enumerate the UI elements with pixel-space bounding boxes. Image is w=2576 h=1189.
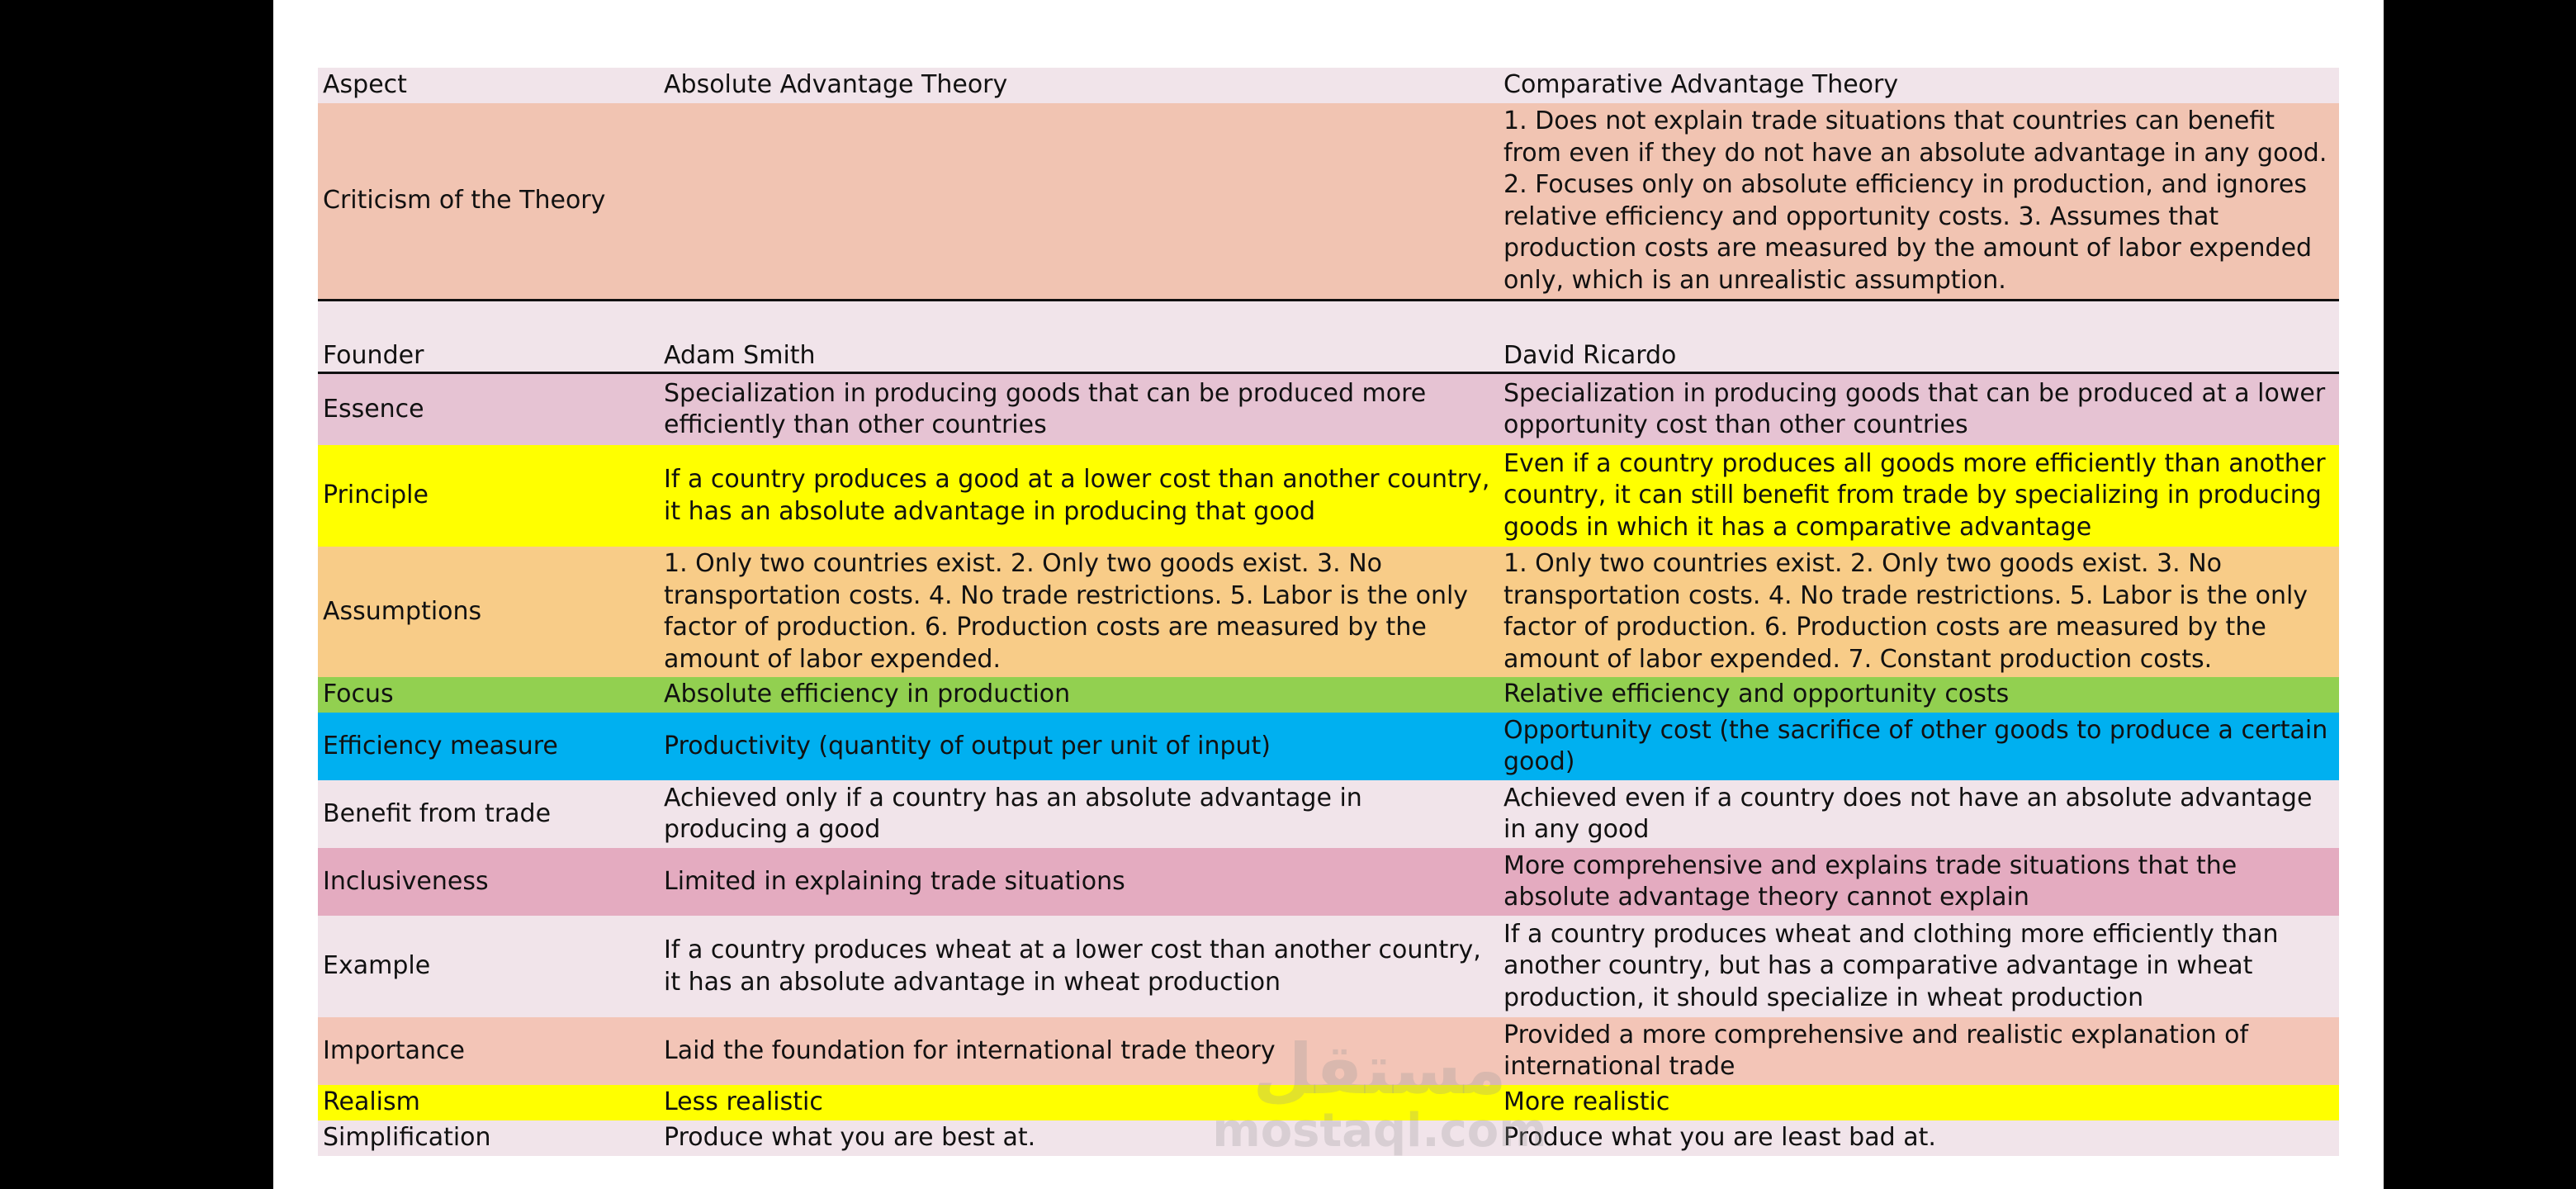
comparative-advantage-cell: Even if a country produces all goods more efficiently than another country, it can still benefit from trade by specializing in producing goods in which it has a comparative advantage <box>1503 448 2326 542</box>
watermark-latin: mostaql.com <box>1212 1104 1547 1158</box>
table-row <box>318 103 2339 301</box>
aspect-cell: Realism <box>323 1087 420 1117</box>
aspect-cell: Aspect <box>323 70 407 100</box>
aspect-cell: Essence <box>323 394 424 424</box>
comparative-advantage-cell: More realistic <box>1503 1087 1670 1117</box>
absolute-advantage-cell: Absolute Advantage Theory <box>664 70 1008 100</box>
absolute-advantage-cell: Limited in explaining trade situations <box>664 866 1125 896</box>
absolute-advantage-cell: Achieved only if a country has an absolute advantage in producing a good <box>664 783 1362 844</box>
aspect-cell: Focus <box>323 680 394 709</box>
watermark-logo <box>1132 1029 1627 1158</box>
absolute-advantage-cell: Less realistic <box>664 1087 823 1117</box>
comparative-advantage-cell: Produce what you are least bad at. <box>1503 1123 1936 1153</box>
comparative-advantage-cell: More comprehensive and explains trade situations that the absolute advantage theory cannot explain <box>1503 850 2237 912</box>
table-row <box>318 445 2339 547</box>
aspect-cell: Criticism of the Theory <box>323 186 606 216</box>
absolute-advantage-cell: Specialization in producing goods that can be produced more efficiently than other countries <box>664 378 1427 439</box>
table-row <box>318 301 2339 340</box>
comparative-advantage-cell: Relative efficiency and opportunity costs <box>1503 680 2010 709</box>
table-row <box>318 677 2339 713</box>
aspect-cell: Founder <box>323 340 424 370</box>
absolute-advantage-cell: Absolute efficiency in production <box>664 680 1071 709</box>
table-row <box>318 68 2339 103</box>
aspect-cell: Importance <box>323 1035 465 1065</box>
aspect-cell: Assumptions <box>323 596 482 626</box>
comparative-advantage-cell: 1. Only two countries exist. 2. Only two goods exist. 3. No transportation costs. 4. No trade restrictions. 5. Labor is the only factor of production. 6. Production costs are measured by the amount of labor expended. 7. Constant production costs. <box>1503 549 2308 674</box>
absolute-advantage-cell: If a country produces a good at a lower cost than another country, it has an absolute advantage in producing that good <box>664 465 1490 526</box>
table-row <box>318 547 2339 677</box>
comparative-advantage-cell: David Ricardo <box>1503 340 1677 370</box>
aspect-cell: Efficiency measure <box>323 731 558 760</box>
absolute-advantage-cell: Produce what you are best at. <box>664 1123 1036 1153</box>
aspect-cell: Example <box>323 951 431 981</box>
watermark-arabic: مستقل <box>1252 1029 1507 1110</box>
comparison-table <box>318 68 2339 1156</box>
table-row <box>318 340 2339 374</box>
comparative-advantage-cell: 1. Does not explain trade situations that countries can benefit from even if they do not have an absolute advantage in any good. 2. Focuses only on absolute efficiency in production, and ignores relative efficiency and opportunity costs. 3. Assumes that production costs are measured by the amount of labor expended only, which is an unrealistic assumption. <box>1503 107 2327 295</box>
table-row <box>318 780 2339 848</box>
comparative-advantage-cell: Provided a more comprehensive and realistic explanation of international trade <box>1503 1020 2249 1081</box>
comparative-advantage-cell: Opportunity cost (the sacrifice of other goods to produce a certain good) <box>1503 715 2328 776</box>
comparative-advantage-cell: Achieved even if a country does not have an absolute advantage in any good <box>1503 783 2313 844</box>
comparative-advantage-cell: If a country produces wheat and clothing more efficiently than another country, but has a comparative advantage in wheat production, it should specialize in wheat production <box>1503 919 2279 1012</box>
aspect-cell: Principle <box>323 481 429 510</box>
aspect-cell: Benefit from trade <box>323 798 552 828</box>
absolute-advantage-cell: 1. Only two countries exist. 2. Only two goods exist. 3. No transportation costs. 4. No trade restrictions. 5. Labor is the only factor of production. 6. Production costs are measured by the amount of labor expended. <box>664 549 1469 674</box>
comparative-advantage-cell: Comparative Advantage Theory <box>1503 70 1899 100</box>
table-row <box>318 374 2339 445</box>
aspect-cell: Simplification <box>323 1123 491 1153</box>
comparative-advantage-cell: Specialization in producing goods that can be produced at a lower opportunity cost than other countries <box>1503 378 2326 439</box>
table-row <box>318 916 2339 1017</box>
absolute-advantage-cell: Adam Smith <box>664 340 816 370</box>
absolute-advantage-cell: Productivity (quantity of output per unit of input) <box>664 731 1271 760</box>
slide-page <box>273 0 2384 1189</box>
absolute-advantage-cell: If a country produces wheat at a lower cost than another country, it has an absolute advantage in wheat production <box>664 936 1481 997</box>
table-row <box>318 848 2339 916</box>
aspect-cell: Inclusiveness <box>323 866 489 896</box>
table-row <box>318 713 2339 780</box>
absolute-advantage-cell: Laid the foundation for international trade theory <box>664 1035 1276 1065</box>
